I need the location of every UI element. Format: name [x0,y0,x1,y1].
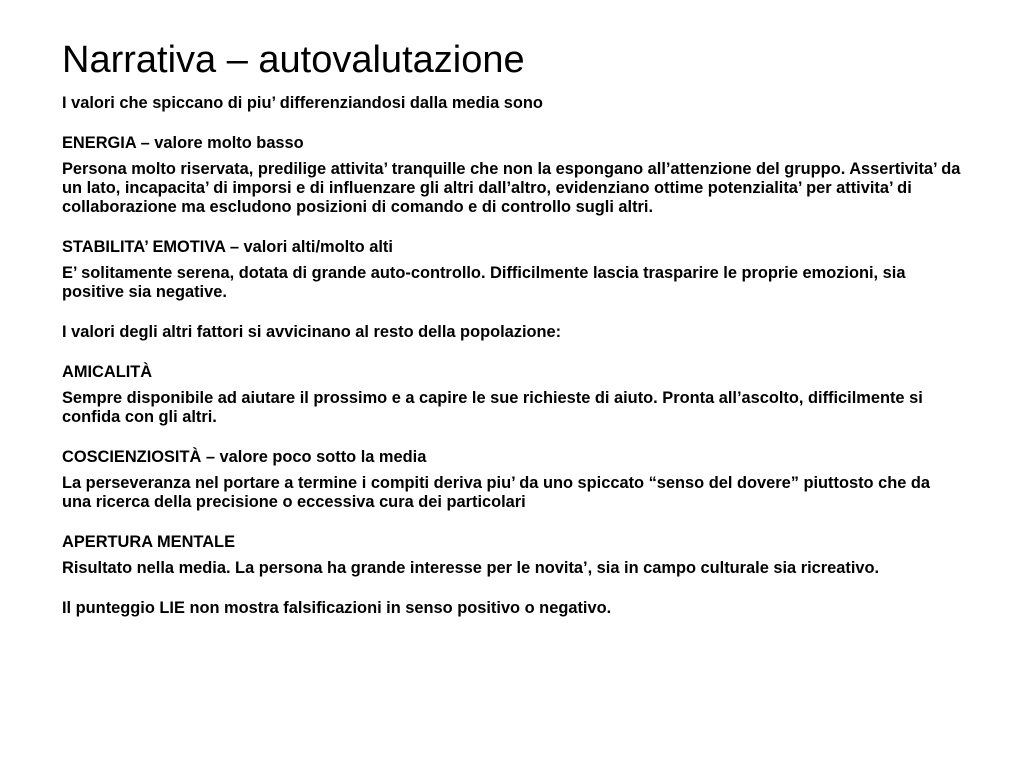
slide-content [62,38,962,618]
page-title: Narrativa – autovalutazione [62,39,525,81]
stabilita-heading: STABILITA’ EMOTIVA – valori alti/molto alti [62,238,393,256]
energia-text: Persona molto riservata, predilige attivita’ tranquille che non la espongano all’attenzione del gruppo. Assertivita’ da un lato, incapacita’ di imporsi e di influenzare gli altri dall’altro, evidenziano ottime potenzialita’ per attivita’ di collaborazione ma escludono posizioni di comando e di controllo sugli altri. [62,160,961,216]
apertura-text: Risultato nella media. La persona ha grande interesse per le novita’, sia in campo culturale sia ricreativo. [62,559,880,577]
lie-text: Il punteggio LIE non mostra falsificazioni in senso positivo o negativo. [62,599,612,617]
amicalita-text: Sempre disponibile ad aiutare il prossimo e a capire le sue richieste di aiuto. Pronta all’ascolto, difficilmente si confida con gli altri. [62,389,923,426]
coscienziosita-text: La perseveranza nel portare a termine i compiti deriva piu’ da uno spiccato “senso del dovere” piuttosto che da una ricerca della precisione o eccessiva cura dei particolari [62,474,931,511]
stabilita-text: E’ solitamente serena, dotata di grande auto-controllo. Difficilmente lascia trasparire le proprie emozioni, sia positive sia negative. [62,264,906,301]
amicalita-heading: AMICALITÀ [62,363,153,381]
apertura-heading: APERTURA MENTALE [62,533,236,551]
altri-fattori-text: I valori degli altri fattori si avvicinano al resto della popolazione: [62,323,562,341]
coscienziosita-heading: COSCIENZIOSITÀ – valore poco sotto la media [62,448,427,466]
energia-heading: ENERGIA – valore molto basso [62,134,304,152]
intro-text: I valori che spiccano di piu’ differenziandosi dalla media sono [62,94,543,112]
